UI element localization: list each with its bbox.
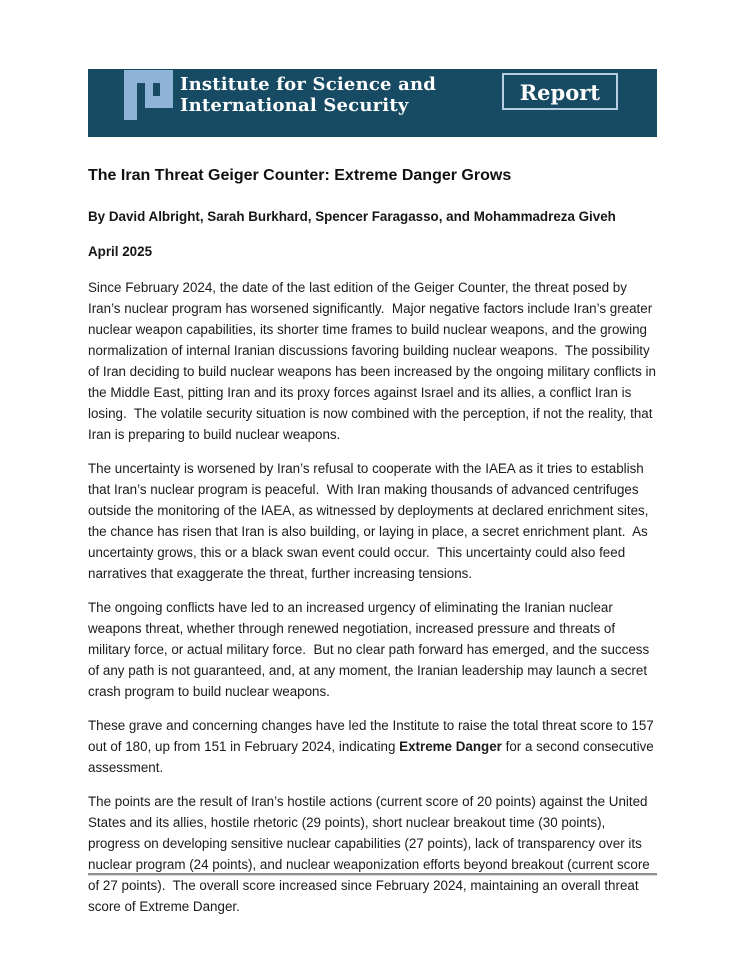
page-title: The Iran Threat Geiger Counter: Extreme Danger Grows [88,167,512,184]
paragraph-text: These grave and concerning changes have led the Institute to raise the total threat score to 157 out of 180, up from 151 in February 2024, indicating [88,718,658,754]
article [88,137,660,930]
paragraph-text: for a second consecutive assessment. [88,739,658,775]
paragraph-text: The uncertainty is worsened by Iran’s refusal to cooperate with the IAEA as it tries to establish that Iran’s nuclear program is peaceful. With Iran making thousands of advanced centrifuges outside the monitoring of the IAEA, as witnessed by deployments at declared enrichment sites, the chance has risen that Iran is also building, or laying in place, a secret enrichment plant. As uncertainty grows, this or a black swan event could occur. This uncertainty could also feed narratives that exaggerate the threat, further increasing tensions. [88,461,653,581]
byline: By David Albright, Sarah Burkhard, Spencer Faragasso, and Mohammadreza Giveh [88,209,616,224]
emphasized-text: Extreme Danger [399,739,502,754]
paragraph [88,715,657,778]
paragraph-text: The points are the result of Iran’s hostile actions (current score of 20 points) against the United States and its allies, hostile rhetoric (29 points), short nuclear breakout time (30 points), progress on developing sensitive nuclear capabilities (27 points), lack of transparency over its nuclear program (24 points), and nuclear weaponization efforts beyond breakout (current score of 27 points). The overall score increased since February 2024, maintaining an overall threat score of Extreme Danger. [88,794,654,914]
paragraph-text: Since February 2024, the date of the last edition of the Geiger Counter, the threat posed by Iran’s nuclear program has worsened significantly. Major negative factors include Iran’s greater nuclear weapon capabilities, its shorter time frames to build nuclear weapons, and the growing normalization of internal Iranian discussions favoring building nuclear weapons. The possibility of Iran deciding to build nuclear weapons has been increased by the ongoing military conflicts in the Middle East, pitting Iran and its proxy forces against Israel and its allies, a conflict Iran is losing. The volatile security situation is now combined with the perception, if not the reality, that Iran is preparing to build nuclear weapons. [88,280,660,442]
institute-logo-icon [124,70,173,120]
header-band [88,69,657,137]
article-body [88,277,660,917]
institute-name [180,74,436,116]
footnote-divider [88,873,657,875]
institute-name-line1: Institute for Science and [180,74,437,95]
paragraph [88,791,657,917]
paragraph [88,458,657,584]
paragraph [88,277,660,445]
paragraph [88,597,657,702]
publication-date: April 2025 [88,244,153,259]
report-badge: Report [502,73,618,110]
paragraph-text: The ongoing conflicts have led to an increased urgency of eliminating the Iranian nuclear weapons threat, whether through renewed negotiation, increased pressure and threats of military force, or actual military force. But no clear path forward has emerged, and the success of any path is not guaranteed, and, at any moment, the Iranian leadership may launch a secret crash program to build nuclear weapons. [88,600,653,699]
institute-name-line2: International Security [180,95,409,116]
